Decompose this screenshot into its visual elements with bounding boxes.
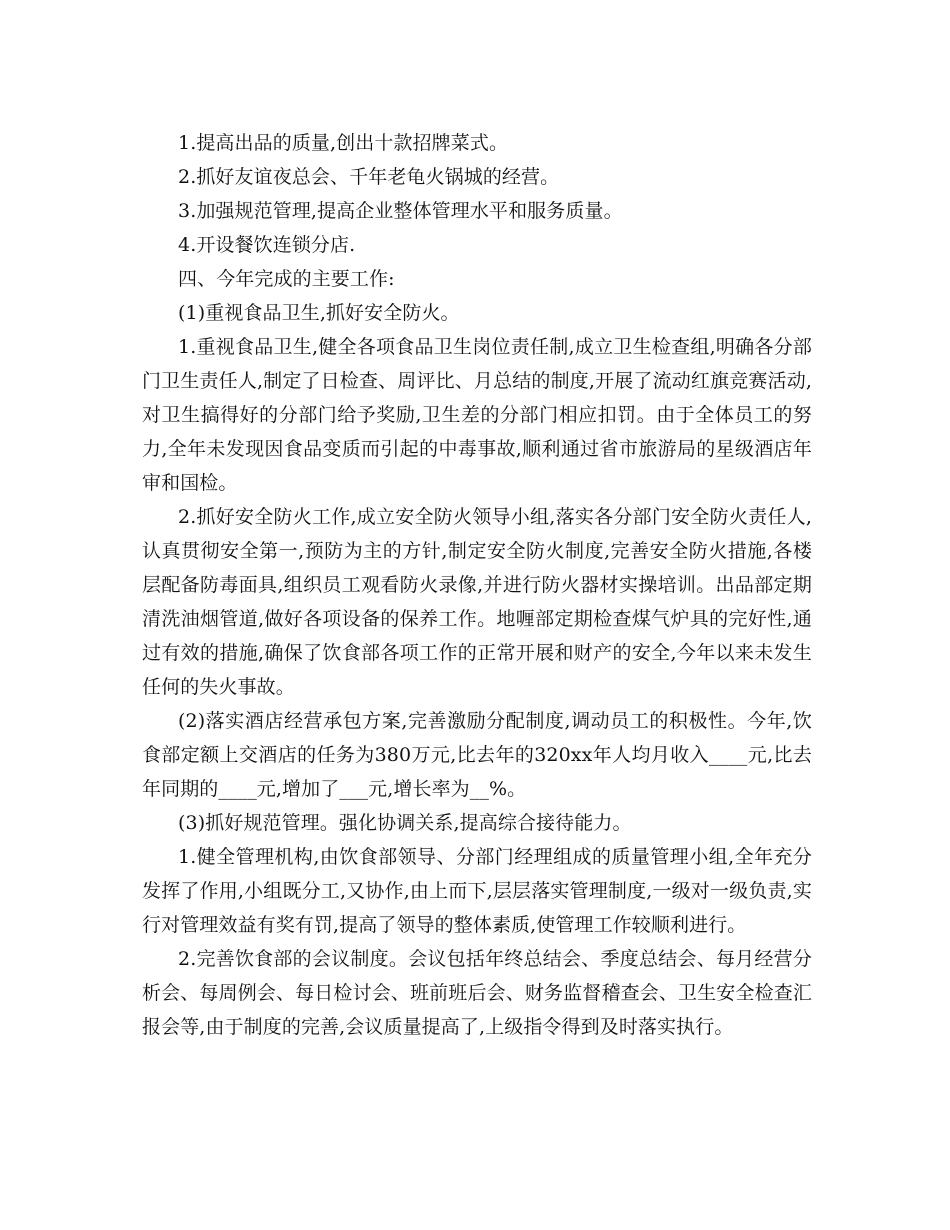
paragraph-contract-plan: (2)落实酒店经营承包方案,完善激励分配制度,调动员工的积极性。今年,饮食部定额上交酒店的任务为380万元,比去年的320xx年人均月收入____元,比去年同期的____元,增加了___元,增长率为__%。 <box>142 710 812 800</box>
document-body <box>142 126 812 1044</box>
subsection-heading-food-safety: (1)重视食品卫生,抓好安全防火。 <box>178 302 460 324</box>
goal-item-4: 4.开设餐饮连锁分店. <box>178 234 356 256</box>
paragraph-fire-safety: 2.抓好安全防火工作,成立安全防火领导小组,落实各分部门安全防火责任人,认真贯彻安全第一,预防为主的方针,制定安全防火制度,完善安全防火措施,各楼层配备防毒面具,组织员工观看防火录像,并进行防火器材实操培训。出品部定期清洗油烟管道,做好各项设备的保养工作。地喱部定期检查煤气炉具的完好性,通过有效的措施,确保了饮食部各项工作的正常开展和财产的安全,今年以来未发生任何的失火事故。 <box>142 506 812 698</box>
goal-item-2: 2.抓好友谊夜总会、千年老龟火锅城的经营。 <box>178 166 560 188</box>
section-heading-main-work: 四、今年完成的主要工作: <box>178 268 395 290</box>
paragraph-meeting-system: 2.完善饮食部的会议制度。会议包括年终总结会、季度总结会、每月经营分析会、每周例会、每日检讨会、班前班后会、财务监督稽查会、卫生安全检查汇报会等,由于制度的完善,会议质量提高了,上级指令得到及时落实执行。 <box>142 948 812 1038</box>
paragraph-management-structure: 1.健全管理机构,由饮食部领导、分部门经理组成的质量管理小组,全年充分发挥了作用,小组既分工,又协作,由上而下,层层落实管理制度,一级对一级负责,实行对管理效益有奖有罚,提高了领导的整体素质,使管理工作较顺利进行。 <box>142 846 812 936</box>
goal-item-1: 1.提高出品的质量,创出十款招牌菜式。 <box>178 132 509 154</box>
subsection-heading-management: (3)抓好规范管理。强化协调关系,提高综合接待能力。 <box>178 812 632 834</box>
paragraph-food-hygiene: 1.重视食品卫生,健全各项食品卫生岗位责任制,成立卫生检查组,明确各分部门卫生责任人,制定了日检查、周评比、月总结的制度,开展了流动红旗竞赛活动,对卫生搞得好的分部门给予奖励,卫生差的分部门相应扣罚。由于全体员工的努力,全年未发现因食品变质而引起的中毒事故,顺利通过省市旅游局的星级酒店年审和国检。 <box>142 336 812 494</box>
goal-item-3: 3.加强规范管理,提高企业整体管理水平和服务质量。 <box>178 200 623 222</box>
